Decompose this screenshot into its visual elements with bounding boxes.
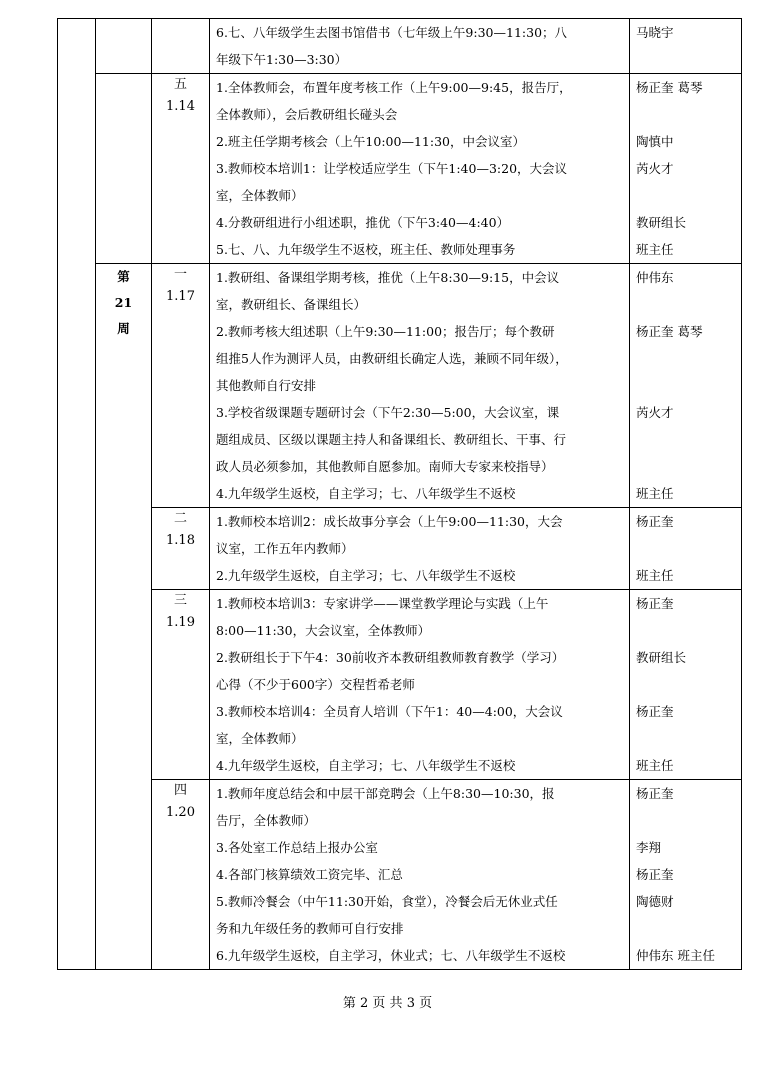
- content-line: 议室，工作五年内教师）: [216, 541, 354, 556]
- responsible-line: 仲伟东 班主任: [636, 948, 715, 963]
- responsible-line: [630, 291, 741, 318]
- content-line: 1.全体教师会，布置年度考核工作（上午9:00—9:45，报告厅，: [216, 80, 572, 95]
- day-label: 三: [173, 593, 187, 608]
- responsible-cell: [630, 508, 742, 590]
- day-label: 五: [173, 77, 187, 92]
- day-cell: [152, 780, 210, 970]
- content-line: 2.九年级学生返校，自主学习；七、八年级学生不返校: [216, 568, 516, 583]
- content-line: 心得（不少于600字）交程哲希老师: [216, 677, 415, 692]
- content-line: 3.教师校本培训4：全员育人培训（下午1：40—4:00，大会议: [216, 704, 563, 719]
- day-date: 1.19: [166, 615, 195, 630]
- responsible-line: [630, 617, 741, 644]
- responsible-line: [630, 372, 741, 399]
- content-line: 4.九年级学生返校，自主学习；七、八年级学生不返校: [216, 758, 516, 773]
- responsible-line: 教研组长: [636, 650, 687, 665]
- content-line: 务和九年级任务的教师可自行安排: [216, 921, 404, 936]
- responsible-line: [630, 101, 741, 128]
- week-label-2: 21: [114, 295, 133, 310]
- day-date: 1.20: [166, 805, 195, 820]
- responsible-line: 班主任: [636, 242, 674, 257]
- content-line: 1.教研组、备课组学期考核，推优（上午8:30—9:15，中会议: [216, 270, 560, 285]
- responsible-line: 杨正奎 葛琴: [636, 324, 703, 339]
- responsible-line: 陶慎中: [636, 134, 674, 149]
- content-line: 4.各部门核算绩效工资完毕、汇总: [216, 867, 403, 882]
- responsible-line: [630, 426, 741, 453]
- responsible-line: [630, 46, 741, 73]
- responsible-line: 马晓宇: [636, 25, 674, 40]
- responsible-line: 李翔: [636, 840, 662, 855]
- responsible-line: [630, 671, 741, 698]
- responsible-line: 杨正奎: [636, 867, 674, 882]
- day-date: 1.18: [166, 533, 195, 548]
- content-line: 6.九年级学生返校，自主学习，休业式；七、八年级学生不返校: [216, 948, 566, 963]
- responsible-line: 仲伟东: [636, 270, 674, 285]
- content-line: 1.教师校本培训2：成长故事分享会（上午9:00—11:30，大会: [216, 514, 563, 529]
- responsible-cell: [630, 74, 742, 264]
- responsible-line: [630, 182, 741, 209]
- week-label-3: 周: [117, 321, 130, 336]
- responsible-line: 班主任: [636, 758, 674, 773]
- content-line: 6.七、八年级学生去图书馆借书（七年级上午9:30—11:30；八: [216, 25, 568, 40]
- content-line: 3.教师校本培训1：让学校适应学生（下午1:40—3:20，大会议: [216, 161, 568, 176]
- content-line: 4.九年级学生返校，自主学习；七、八年级学生不返校: [216, 486, 516, 501]
- table-row: [58, 508, 742, 590]
- table-row: [58, 74, 742, 264]
- responsible-line: 杨正奎 葛琴: [636, 80, 703, 95]
- schedule-table: [57, 18, 742, 970]
- responsible-line: 杨正奎: [636, 704, 674, 719]
- day-label: 二: [173, 511, 187, 526]
- content-cell: [210, 780, 630, 970]
- responsible-line: [630, 807, 741, 834]
- page-footer: 第 2 页 共 3 页: [342, 996, 433, 1011]
- day-cell: [152, 508, 210, 590]
- day-label: 四: [173, 783, 187, 798]
- content-cell: [210, 19, 630, 74]
- day-label: 一: [173, 267, 187, 282]
- table-row: [58, 264, 742, 508]
- responsible-line: 班主任: [636, 568, 674, 583]
- content-cell: [210, 74, 630, 264]
- content-line: 5.七、八、九年级学生不返校，班主任、教师处理事务: [216, 242, 516, 257]
- day-cell: [152, 264, 210, 508]
- week-cell-prev: [96, 19, 152, 74]
- content-cell: [210, 264, 630, 508]
- blank-column-cell: [58, 19, 96, 970]
- responsible-cell: [630, 590, 742, 780]
- content-line: 组推5人作为测评人员，由教研组长确定人选，兼顾不同年级），: [216, 351, 568, 366]
- content-line: 告厅，全体教师）: [216, 813, 317, 828]
- responsible-line: [630, 915, 741, 942]
- content-line: 8:00—11:30，大会议室，全体教师）: [216, 623, 431, 638]
- week-cell-prev: [96, 74, 152, 264]
- day-date: 1.17: [166, 289, 195, 304]
- content-line: 年级下午1:30—3:30）: [216, 52, 348, 67]
- responsible-line: 教研组长: [636, 215, 687, 230]
- responsible-line: [630, 345, 741, 372]
- content-line: 室，教研组长、备课组长）: [216, 297, 367, 312]
- content-cell: [210, 508, 630, 590]
- responsible-cell: [630, 264, 742, 508]
- day-cell: [152, 590, 210, 780]
- content-line: 2.班主任学期考核会（上午10:00—11:30，中会议室）: [216, 134, 525, 149]
- table-row: [58, 590, 742, 780]
- day-cell: [152, 19, 210, 74]
- content-line: 5.教师冷餐会（中午11:30开始，食堂），冷餐会后无休业式任: [216, 894, 558, 909]
- content-line: 3.学校省级课题专题研讨会（下午2:30—5:00，大会议室，课: [216, 405, 560, 420]
- content-line: 题组成员、区级以课题主持人和备课组长、教研组长、干事、行: [216, 432, 567, 447]
- day-date: 1.14: [166, 99, 195, 114]
- content-line: 2.教研组长于下午4：30前收齐本教研组教师教育教学（学习）: [216, 650, 565, 665]
- content-line: 3.各处室工作总结上报办公室: [216, 840, 378, 855]
- responsible-line: 芮火才: [636, 405, 674, 420]
- content-line: 全体教师），会后教研组长碰头会: [216, 107, 398, 122]
- responsible-line: [630, 453, 741, 480]
- content-line: 1.教师校本培训3：专家讲学——课堂教学理论与实践（上午: [216, 596, 549, 611]
- responsible-line: 杨正奎: [636, 596, 674, 611]
- responsible-line: 杨正奎: [636, 786, 674, 801]
- responsible-line: 班主任: [636, 486, 674, 501]
- responsible-cell: [630, 19, 742, 74]
- table-row: [58, 19, 742, 74]
- content-line: 其他教师自行安排: [216, 378, 317, 393]
- responsible-cell: [630, 780, 742, 970]
- responsible-line: [630, 535, 741, 562]
- table-row: [58, 780, 742, 970]
- week-label-1: 第: [117, 269, 130, 284]
- content-line: 室，全体教师）: [216, 188, 304, 203]
- content-line: 1.教师年度总结会和中层干部竞聘会（上午8:30—10:30，报: [216, 786, 555, 801]
- content-line: 2.教师考核大组述职（上午9:30—11:00；报告厅；每个教研: [216, 324, 555, 339]
- content-cell: [210, 590, 630, 780]
- content-line: 室，全体教师）: [216, 731, 304, 746]
- content-line: 4.分教研组进行小组述职，推优（下午3:40—4:40）: [216, 215, 510, 230]
- day-cell: [152, 74, 210, 264]
- content-line: 政人员必须参加，其他教师自愿参加。南师大专家来校指导）: [216, 459, 554, 474]
- responsible-line: 芮火才: [636, 161, 674, 176]
- responsible-line: 杨正奎: [636, 514, 674, 529]
- week-label-cell: [96, 264, 152, 970]
- responsible-line: [630, 725, 741, 752]
- responsible-line: 陶德财: [636, 894, 674, 909]
